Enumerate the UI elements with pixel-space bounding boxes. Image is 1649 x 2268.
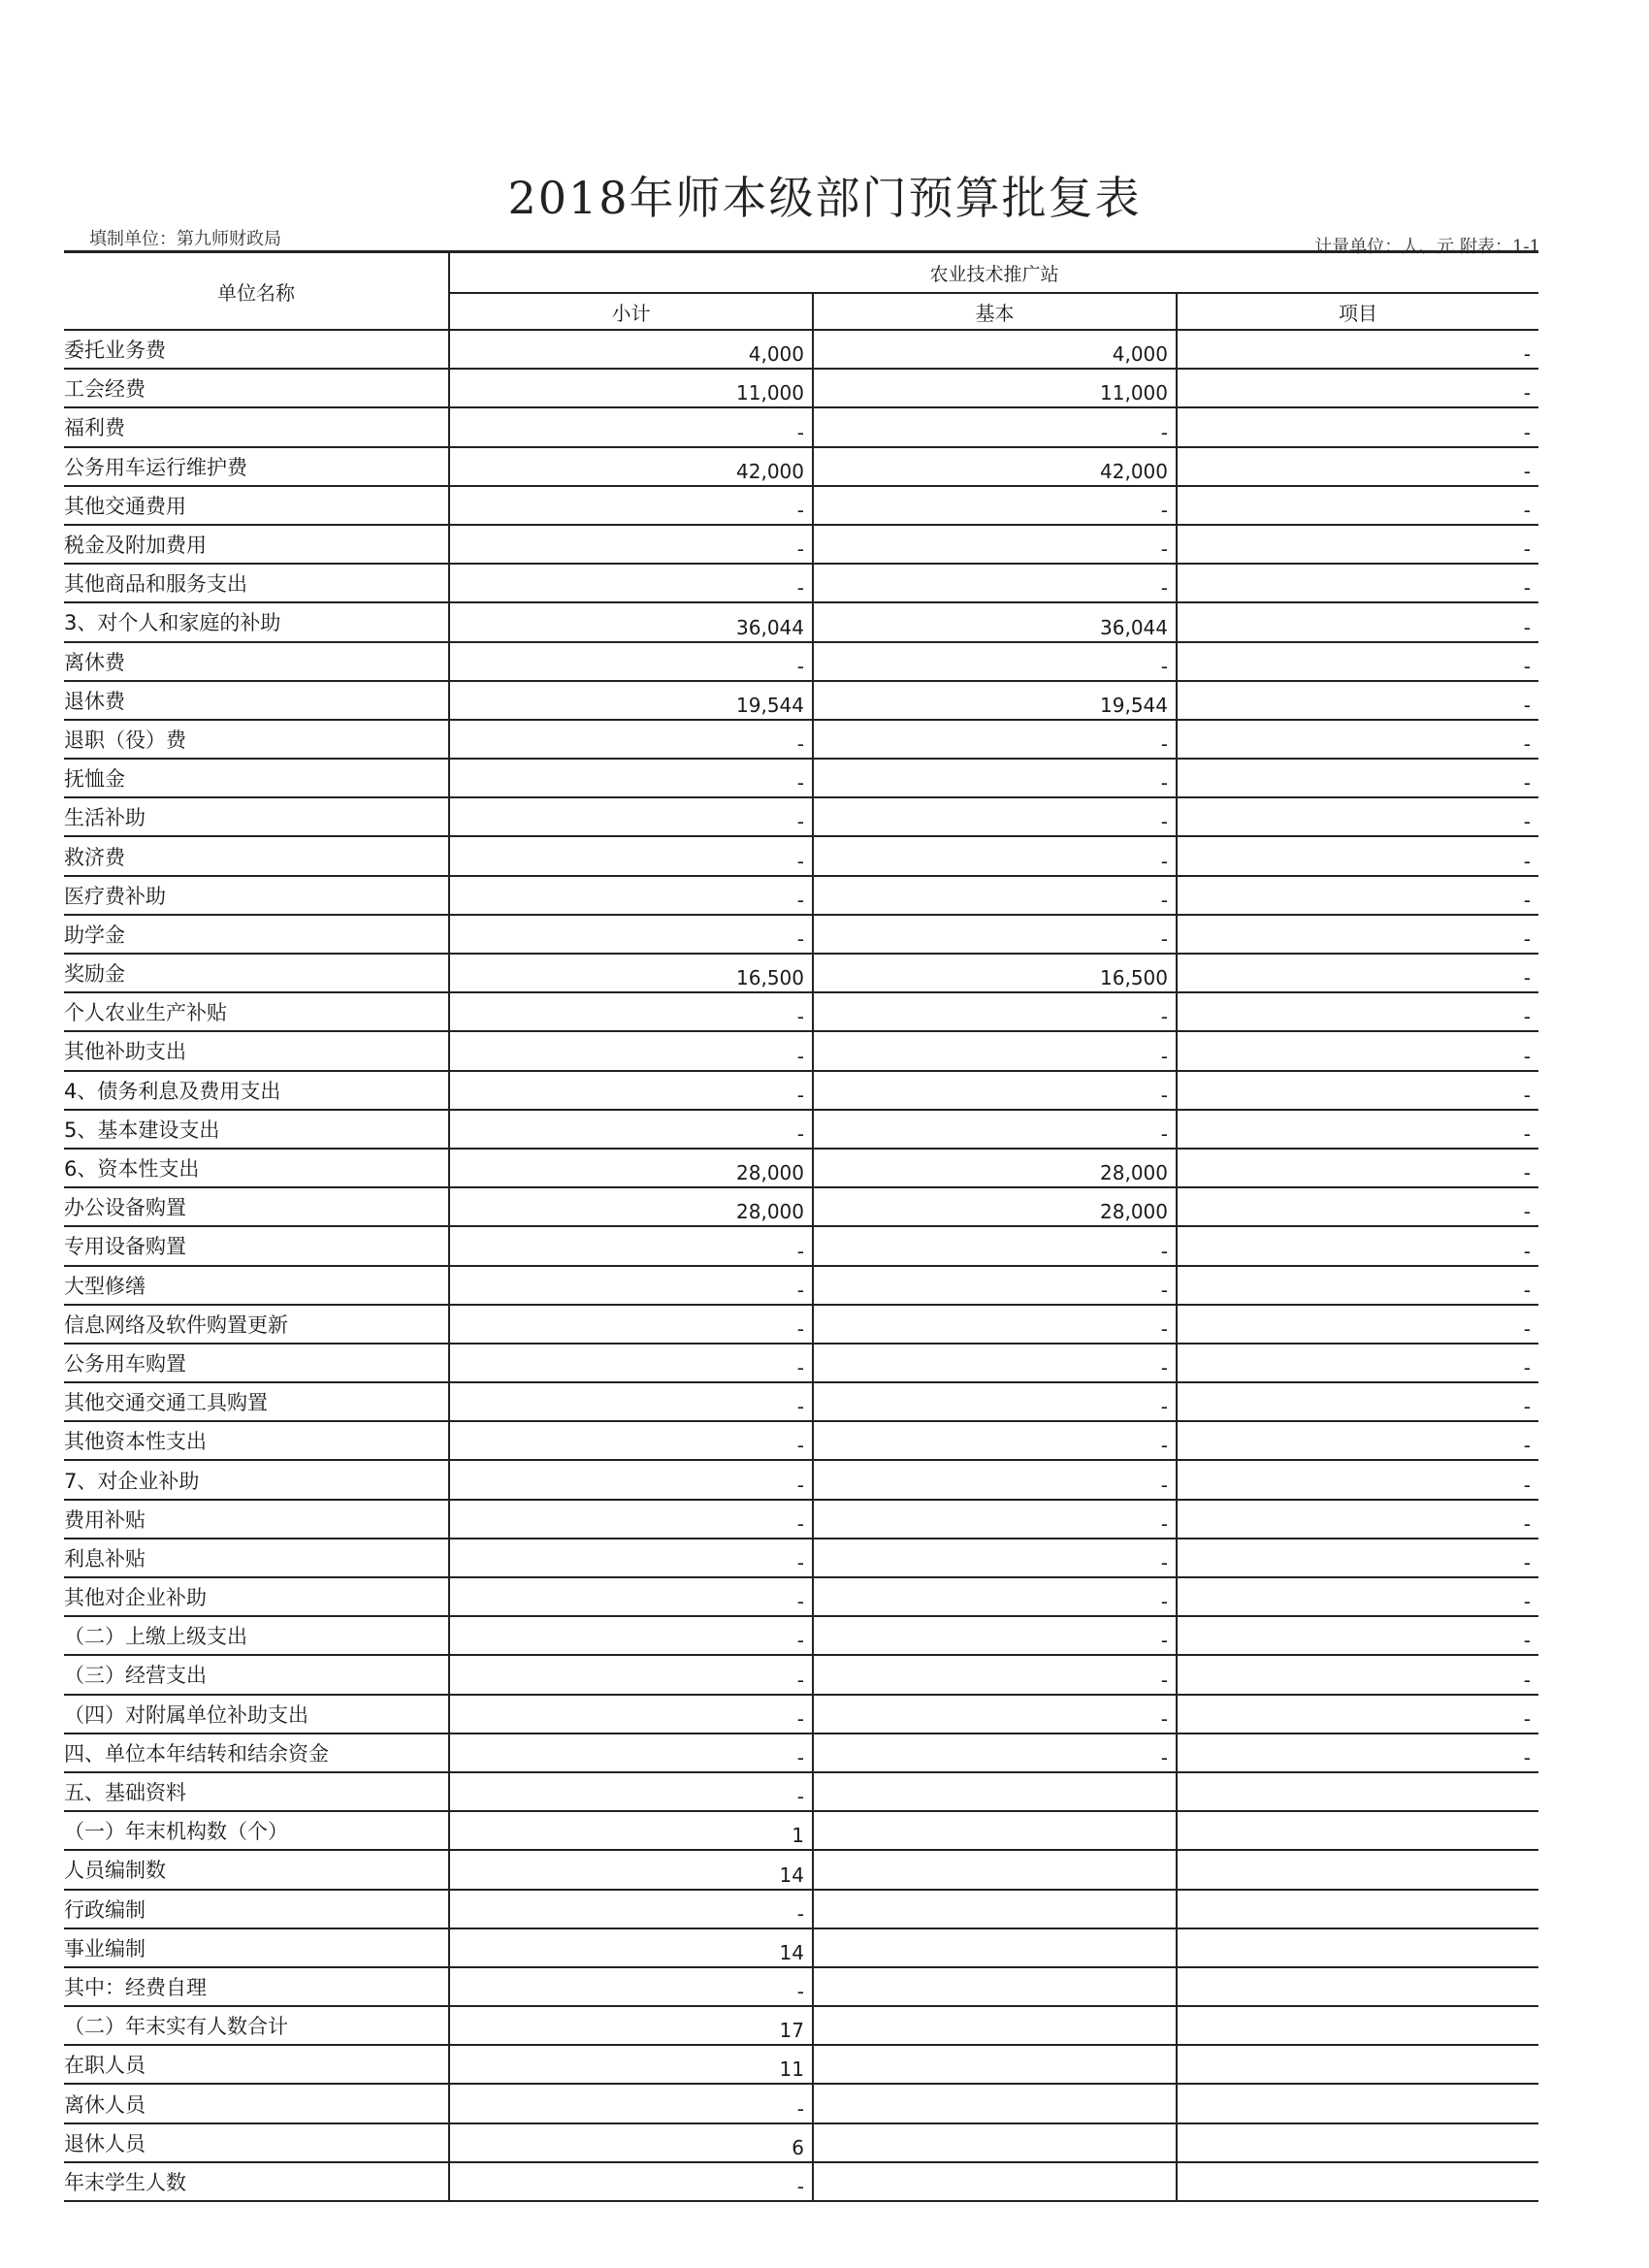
basic-cell: - [813,1266,1177,1305]
row-label: 退职（役）费 [64,720,449,759]
project-cell: - [1177,954,1538,992]
row-label: 行政编制 [64,1890,449,1928]
project-cell: - [1177,564,1538,602]
table-row [64,1500,1538,1539]
subtotal-cell: - [449,1031,813,1070]
basic-cell: 11,000 [813,369,1177,407]
subtotal-cell: - [449,407,813,446]
row-label: （二）上缴上级支出 [64,1616,449,1655]
subtotal-cell: - [449,1071,813,1110]
project-cell: - [1177,797,1538,836]
table-row [64,1305,1538,1344]
subtotal-cell: 11 [449,2045,813,2084]
subtotal-cell: - [449,1305,813,1344]
filling-unit: 填制单位：第九师财政局 [89,229,281,249]
project-cell [1177,1928,1538,1967]
table-row [64,1890,1538,1928]
basic-cell [813,2162,1177,2201]
basic-cell: - [813,1031,1177,1070]
project-cell: - [1177,407,1538,446]
row-label: 退休费 [64,681,449,720]
table-row [64,836,1538,875]
row-label: 离休费 [64,642,449,681]
basic-cell [813,1772,1177,1811]
basic-cell: - [813,992,1177,1031]
table-row [64,564,1538,602]
project-cell: - [1177,525,1538,564]
subtotal-cell: - [449,992,813,1031]
row-label: 其他交通交通工具购置 [64,1382,449,1421]
basic-cell: - [813,1655,1177,1694]
row-label: 其他资本性支出 [64,1421,449,1460]
basic-cell: - [813,1733,1177,1772]
project-cell: - [1177,720,1538,759]
row-label: 其中：经费自理 [64,1967,449,2006]
row-label: 信息网络及软件购置更新 [64,1305,449,1344]
row-label: （四）对附属单位补助支出 [64,1695,449,1733]
subtotal-cell: - [449,525,813,564]
subtotal-cell: 36,044 [449,602,813,641]
table-body [64,330,1538,2201]
subtotal-cell: - [449,1967,813,2006]
project-cell [1177,1772,1538,1811]
project-cell [1177,2162,1538,2201]
basic-cell [813,1967,1177,2006]
row-label: 事业编制 [64,1928,449,1967]
row-label: 大型修缮 [64,1266,449,1305]
basic-cell [813,1890,1177,1928]
basic-cell [813,2006,1177,2045]
unit-and-attachment: 计量单位：人、元 附表：1-1 [1314,237,1540,257]
row-label: 税金及附加费用 [64,525,449,564]
table-row [64,602,1538,641]
row-label: 四、单位本年结转和结余资金 [64,1733,449,1772]
subtotal-cell: 28,000 [449,1149,813,1187]
project-cell: - [1177,1539,1538,1577]
basic-cell: - [813,407,1177,446]
basic-cell: - [813,1110,1177,1149]
project-cell: - [1177,836,1538,875]
table-row [64,447,1538,486]
subtotal-cell: - [449,1500,813,1539]
row-label: 其他商品和服务支出 [64,564,449,602]
subtotal-cell: 16,500 [449,954,813,992]
table-header-row [64,252,1538,294]
table-row [64,1071,1538,1110]
basic-cell: - [813,836,1177,875]
row-label: 7、对企业补助 [64,1460,449,1499]
project-cell: - [1177,876,1538,915]
project-cell [1177,1967,1538,2006]
project-cell: - [1177,681,1538,720]
table-row [64,2123,1538,2162]
table-row [64,1149,1538,1187]
table-row [64,642,1538,681]
subtotal-cell: 17 [449,2006,813,2045]
row-label: 在职人员 [64,2045,449,2084]
budget-table [64,250,1538,2202]
project-cell [1177,2123,1538,2162]
table-row [64,720,1538,759]
basic-cell: - [813,720,1177,759]
basic-cell: - [813,915,1177,954]
row-label: 助学金 [64,915,449,954]
basic-cell: - [813,876,1177,915]
table-row [64,1539,1538,1577]
project-cell: - [1177,642,1538,681]
subtotal-cell: - [449,642,813,681]
subtotal-cell: - [449,836,813,875]
subtotal-cell: - [449,915,813,954]
row-label: 人员编制数 [64,1850,449,1889]
row-label: 生活补助 [64,797,449,836]
table-row [64,1460,1538,1499]
row-label: 3、对个人和家庭的补助 [64,602,449,641]
table-row [64,2006,1538,2045]
basic-cell: - [813,1071,1177,1110]
basic-cell: - [813,486,1177,525]
row-label: 年末学生人数 [64,2162,449,2201]
subtotal-cell: - [449,1655,813,1694]
table-row [64,1616,1538,1655]
basic-cell: 28,000 [813,1187,1177,1226]
project-cell: - [1177,1500,1538,1539]
project-cell: - [1177,447,1538,486]
basic-cell [813,1850,1177,1889]
table-row [64,407,1538,446]
project-cell: - [1177,602,1538,641]
table-row [64,2084,1538,2122]
row-label: （三）经营支出 [64,1655,449,1694]
subtotal-cell: 14 [449,1928,813,1967]
table-row [64,525,1538,564]
subtotal-cell: - [449,1266,813,1305]
project-cell [1177,2006,1538,2045]
subtotal-cell: - [449,1539,813,1577]
document-title: 2018年师本级部门预算批复表 [507,172,1142,224]
table-row [64,1928,1538,1967]
project-column-header: 项目 [1177,293,1538,330]
basic-cell [813,1811,1177,1850]
table-row [64,759,1538,797]
table-row [64,681,1538,720]
subtotal-column-header: 小计 [449,293,813,330]
basic-cell: - [813,1305,1177,1344]
project-cell: - [1177,1226,1538,1265]
subtotal-cell: - [449,2162,813,2201]
table-row [64,1850,1538,1889]
table-row [64,2045,1538,2084]
project-cell: - [1177,992,1538,1031]
subtotal-cell: - [449,759,813,797]
subtotal-cell: - [449,1772,813,1811]
basic-cell: - [813,1382,1177,1421]
project-cell: - [1177,915,1538,954]
project-cell: - [1177,1187,1538,1226]
table-row [64,1967,1538,2006]
basic-cell: 4,000 [813,330,1177,369]
table-row [64,1187,1538,1226]
unit-name-header: 单位名称 [64,252,449,331]
row-label: 6、资本性支出 [64,1149,449,1187]
row-label: 办公设备购置 [64,1187,449,1226]
station-group-header: 农业技术推广站 [449,252,1538,294]
project-cell [1177,2084,1538,2122]
subtotal-cell: 1 [449,1811,813,1850]
basic-cell: - [813,1616,1177,1655]
basic-cell [813,2084,1177,2122]
basic-cell: - [813,1344,1177,1382]
project-cell: - [1177,1577,1538,1616]
basic-cell [813,2045,1177,2084]
table-row [64,1266,1538,1305]
project-cell: - [1177,1344,1538,1382]
subtotal-cell: - [449,1616,813,1655]
subtotal-cell: 28,000 [449,1187,813,1226]
subtotal-cell: - [449,486,813,525]
table-row [64,1655,1538,1694]
row-label: 五、基础资料 [64,1772,449,1811]
subtotal-cell: 19,544 [449,681,813,720]
table-row [64,486,1538,525]
row-label: 委托业务费 [64,330,449,369]
subtotal-cell: - [449,1382,813,1421]
subtotal-cell: - [449,1890,813,1928]
row-label: 公务用车购置 [64,1344,449,1382]
basic-cell: 16,500 [813,954,1177,992]
row-label: 其他补助支出 [64,1031,449,1070]
table-row [64,992,1538,1031]
row-label: 利息补贴 [64,1539,449,1577]
project-cell [1177,2045,1538,2084]
basic-cell: - [813,525,1177,564]
subtotal-cell: 14 [449,1850,813,1889]
project-cell: - [1177,1110,1538,1149]
project-cell: - [1177,486,1538,525]
subtotal-cell: - [449,2084,813,2122]
table-row [64,915,1538,954]
table-row [64,1110,1538,1149]
basic-column-header: 基本 [813,293,1177,330]
subtotal-cell: - [449,1460,813,1499]
subtotal-cell: - [449,1695,813,1733]
table-row [64,330,1538,369]
table-row [64,1577,1538,1616]
row-label: 4、债务利息及费用支出 [64,1071,449,1110]
subtotal-cell: 11,000 [449,369,813,407]
row-label: 退休人员 [64,2123,449,2162]
row-label: （二）年末实有人数合计 [64,2006,449,2045]
table-row [64,954,1538,992]
row-label: 福利费 [64,407,449,446]
row-label: 救济费 [64,836,449,875]
project-cell: - [1177,1616,1538,1655]
basic-cell: 42,000 [813,447,1177,486]
project-cell: - [1177,1733,1538,1772]
row-label: 个人农业生产补贴 [64,992,449,1031]
row-label: 抚恤金 [64,759,449,797]
project-cell: - [1177,1695,1538,1733]
table-row [64,2162,1538,2201]
row-label: 专用设备购置 [64,1226,449,1265]
subtotal-cell: - [449,876,813,915]
basic-cell: - [813,1539,1177,1577]
row-label: 公务用车运行维护费 [64,447,449,486]
table-row [64,1421,1538,1460]
table-row [64,1031,1538,1070]
basic-cell: - [813,564,1177,602]
table-row [64,1772,1538,1811]
row-label: 费用补贴 [64,1500,449,1539]
row-label: 奖励金 [64,954,449,992]
basic-cell: - [813,642,1177,681]
row-label: （一）年末机构数（个） [64,1811,449,1850]
project-cell: - [1177,330,1538,369]
table-row [64,876,1538,915]
subtotal-cell: - [449,1733,813,1772]
project-cell: - [1177,1071,1538,1110]
subtotal-cell: - [449,1344,813,1382]
subtotal-cell: - [449,720,813,759]
row-label: 离休人员 [64,2084,449,2122]
basic-cell: - [813,759,1177,797]
basic-cell: - [813,1577,1177,1616]
table-row [64,797,1538,836]
table-row [64,1382,1538,1421]
basic-cell [813,1928,1177,1967]
project-cell [1177,1850,1538,1889]
table-row [64,1226,1538,1265]
table-row [64,369,1538,407]
table-row [64,1733,1538,1772]
basic-cell [813,2123,1177,2162]
basic-cell: 28,000 [813,1149,1177,1187]
row-label: 医疗费补助 [64,876,449,915]
project-cell: - [1177,759,1538,797]
table-row [64,1344,1538,1382]
subtotal-cell: - [449,797,813,836]
project-cell: - [1177,1149,1538,1187]
basic-cell: 36,044 [813,602,1177,641]
basic-cell: - [813,1226,1177,1265]
subtotal-cell: - [449,1421,813,1460]
basic-cell: - [813,797,1177,836]
basic-cell: - [813,1460,1177,1499]
basic-cell: - [813,1500,1177,1539]
subtotal-cell: 6 [449,2123,813,2162]
project-cell: - [1177,1305,1538,1344]
subtotal-cell: 4,000 [449,330,813,369]
project-cell: - [1177,1421,1538,1460]
basic-cell: - [813,1421,1177,1460]
project-cell: - [1177,1031,1538,1070]
row-label: 其他交通费用 [64,486,449,525]
table-row [64,1811,1538,1850]
subtotal-cell: - [449,1577,813,1616]
subtotal-cell: 42,000 [449,447,813,486]
project-cell: - [1177,1460,1538,1499]
project-cell: - [1177,1266,1538,1305]
basic-cell: 19,544 [813,681,1177,720]
row-label: 其他对企业补助 [64,1577,449,1616]
basic-cell: - [813,1695,1177,1733]
subtotal-cell: - [449,1226,813,1265]
subtotal-cell: - [449,564,813,602]
table-row [64,1695,1538,1733]
project-cell [1177,1890,1538,1928]
project-cell: - [1177,1382,1538,1421]
row-label: 工会经费 [64,369,449,407]
project-cell [1177,1811,1538,1850]
project-cell: - [1177,1655,1538,1694]
row-label: 5、基本建设支出 [64,1110,449,1149]
project-cell: - [1177,369,1538,407]
subtotal-cell: - [449,1110,813,1149]
